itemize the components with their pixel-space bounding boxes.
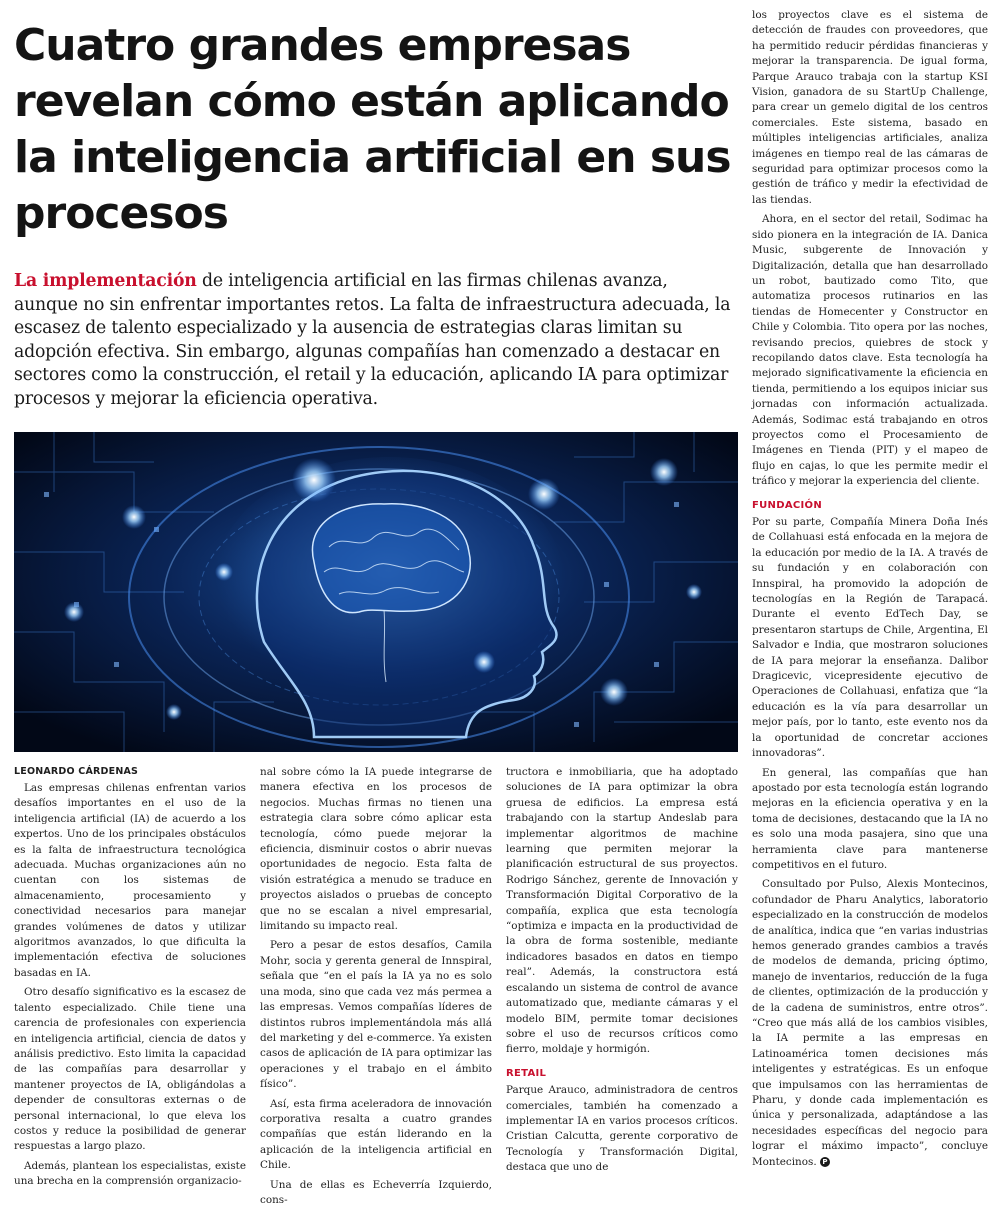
headline-line-1: Cuatro grandes empresas	[14, 20, 631, 71]
headline-line-3: la inteligencia artificial en sus	[14, 132, 731, 183]
paragraph: Además, plantean los especialistas, existe una brecha en la comprensión organizacio-	[14, 1159, 246, 1188]
ai-brain-illustration	[14, 432, 738, 752]
paragraph: Ahora, en el sector del retail, Sodimac ha sido pionera en la integración de IA. Danica Music, subgerente de Innovación y Digitalización, detalla que han desarrollado un robot, bautizado como Tito, que automatiza procesos rutinarios en las tiendas de Homecenter y Constructor en Chile y Colombia. Tito opera por las noches, revisando precios, quiebres de stock y recopilando datos clave. Esta tecnología ha mejorado significativamente la eficiencia en tienda, permitiendo a los equipos iniciar sus jornadas con información actualizada. Además, Sodimac está trabajando en otros proyectos como el Procesamiento de Imágenes en Tienda (PIT) y el mapeo de flujo en cajas, lo que les permite medir el tráfico y mejorar la experiencia del cliente.	[752, 213, 988, 488]
paragraph: tructora e inmobiliaria, que ha adoptado soluciones de IA para optimizar la obra gruesa de edificios. La empresa está trabajando con la startup Andeslab para implementar algoritmos de machine learning que permiten mejorar la planificación estructural de sus proyectos. Rodrigo Sánchez, gerente de Innovación y Transformación Digital Corporativo de la compañía, explica que esta tecnología “optimiza e impacta en la productividad de la obra de forma sostenible, mediante indicadores basados en datos en tiempo real”. Además, la constructora está escalando un sistema de control de avance automatizado que, mediante cámaras y el modelo BIM, permite tomar decisiones sobre el uso de recursos críticos como fierro, moldaje y hormigón.	[506, 766, 738, 1056]
article-headline	[14, 18, 734, 242]
section-heading-fundacion: FUNDACIÓN	[752, 499, 822, 511]
article-column-1	[14, 765, 246, 1188]
paragraph: los proyectos clave es el sistema de detección de fraudes con proveedores, que ha permitido reducir pérdidas financieras y mejorar la transparencia. De igual forma, Parque Arauco trabaja con la startup KSI Vision, ganadora de su StartUp Challenge, para crear un gemelo digital de los centros comerciales. Este sistema, basado en múltiples inteligencias artificiales, analiza imágenes en tiempo real de las cámaras de seguridad para optimizar procesos como la gestión de tráfico y medir la efectividad de las tiendas.	[752, 9, 988, 206]
lead-text: de inteligencia artificial en las firmas chilenas avanza, aunque no sin enfrentar importantes retos. La falta de infraestructura adecuada, la escasez de talento especializado y la ausencia de estrategias claras limitan su adopción efectiva. Sin embargo, algunas compañías han comenzado a destacar en sectores como la construcción, el retail y la educación, aplicando IA para optimizar procesos y mejorar la eficiencia operativa.	[14, 271, 731, 409]
paragraph: Una de ellas es Echeverría Izquierdo, cons-	[260, 1178, 492, 1206]
section-heading-retail: RETAIL	[506, 1067, 547, 1079]
paragraph: Así, esta firma aceleradora de innovación corporativa resalta a cuatro grandes compañías que están liderando en la aplicación de la inteligencia artificial en Chile.	[260, 1097, 492, 1172]
headline-line-2: revelan cómo están aplicando	[14, 76, 729, 127]
ai-brain-photo	[14, 432, 738, 752]
paragraph: Pero a pesar de estos desafíos, Camila Mohr, socia y gerenta general de Innspiral, señala que “en el país la IA ya no es solo una moda, sino que cada vez más permea a las empresas. Vemos compañías líderes de distintos rubros implementándola más allá del marketing y del e-commerce. Ya existen casos de aplicación de IA para optimizar las operaciones y el trabajo en el ámbito físico”.	[260, 939, 492, 1091]
author-byline: LEONARDO CÁRDENAS	[14, 766, 139, 777]
paragraph: Las empresas chilenas enfrentan varios desafíos importantes en el uso de la inteligencia artificial (IA) de acuerdo a los expertos. Uno de los principales obstáculos es la falta de infraestructura tecnológica adecuada. Muchas organizaciones aún no cuentan con los sistemas de almacenamiento, procesamiento y conectividad necesarios para manejar grandes volúmenes de datos y utilizar algoritmos avanzados, lo que dificulta la implementación efectiva de soluciones basadas en IA.	[14, 782, 246, 979]
article-lead	[14, 270, 736, 412]
paragraph: nal sobre cómo la IA puede integrarse de manera efectiva en los procesos de negocios. Muchas firmas no tienen una estrategia clara sobre cómo aplicar esta tecnología, cómo puede mejorar la eficiencia, disminuir costos o abrir nuevas oportunidades de negocio. Esta falta de visión estratégica a menudo se traduce en proyectos aislados o pruebas de concepto que no se escalan a nivel empresarial, limitando su impacto real.	[260, 766, 492, 933]
headline-line-4: procesos	[14, 188, 228, 239]
article-column-2	[260, 765, 492, 1206]
paragraph: Por su parte, Compañía Minera Doña Inés de Collahuasi está enfocada en la mejora de la educación por medio de la IA. A través de su fundación y en colaboración con Innspiral, ha promovido la adopción de tecnologías en la Región de Tarapacá. Durante el evento EdTech Day, se presentaron startups de Chile, Argentina, El Salvador e India, que mostraron soluciones de IA para mejorar la enseñanza. Dalibor Dragicevic, vicepresidente ejecutivo de Operaciones de Collahuasi, enfatiza que “la educación es la vía para desarrollar un mejor país, por lo tanto, este evento nos da la oportunidad de concretar acciones innovadoras”.	[752, 516, 988, 760]
paragraph	[752, 877, 988, 1170]
article-column-3	[506, 765, 738, 1174]
paragraph: Otro desafío significativo es la escasez de talento especializado. Chile tiene una carencia de profesionales con experiencia en inteligencia artificial, ciencia de datos y análisis predictivo. Esto limita la capacidad de las compañías para desarrollar y mantener proyectos de IA, obligándolas a depender de consultoras externas o de personal internacional, lo que eleva los costos y reduce la posibilidad de generar respuestas a largo plazo.	[14, 986, 246, 1153]
paragraph: Parque Arauco, administradora de centros comerciales, también ha comenzado a implementar IA en varios procesos críticos. Cristian Calcutta, gerente corporativo de Tecnología y Transformación Digital, destaca que uno de	[506, 1084, 738, 1174]
paragraph: En general, las compañías que han apostado por esta tecnología están logrando mejoras en la eficiencia operativa y en la toma de decisiones, destacando que la IA no es solo una moda pasajera, sino que una herramienta clave para mantenerse competitivos en el futuro.	[752, 766, 988, 871]
end-of-article-mark: P	[820, 1157, 830, 1167]
lead-kicker: La implementación	[14, 271, 197, 291]
paragraph-text: Consultado por Pulso, Alexis Montecinos, cofundador de Pharu Analytics, laboratorio especializado en la construcción de modelos de analítica, indica que “en varias industrias hemos generado grandes cambios a través de modelos de demanda, pricing óptimo, manejo de inventarios, reducción de la fuga de clientes, optimización de la producción y de la cadena de suministros, entre otros”. “Creo que más allá de los cambios visibles, la IA permite a las empresas en Latinoamérica tomen decisiones más inteligentes y estratégicas. Es un enfoque que impulsamos con las herramientas de Pharu, y donde cada implementación es única y personalizada, adaptándose a las necesidades específicas del negocio para lograr el máximo impacto”, concluye Montecinos.	[752, 878, 988, 1168]
article-column-4	[752, 8, 988, 1168]
